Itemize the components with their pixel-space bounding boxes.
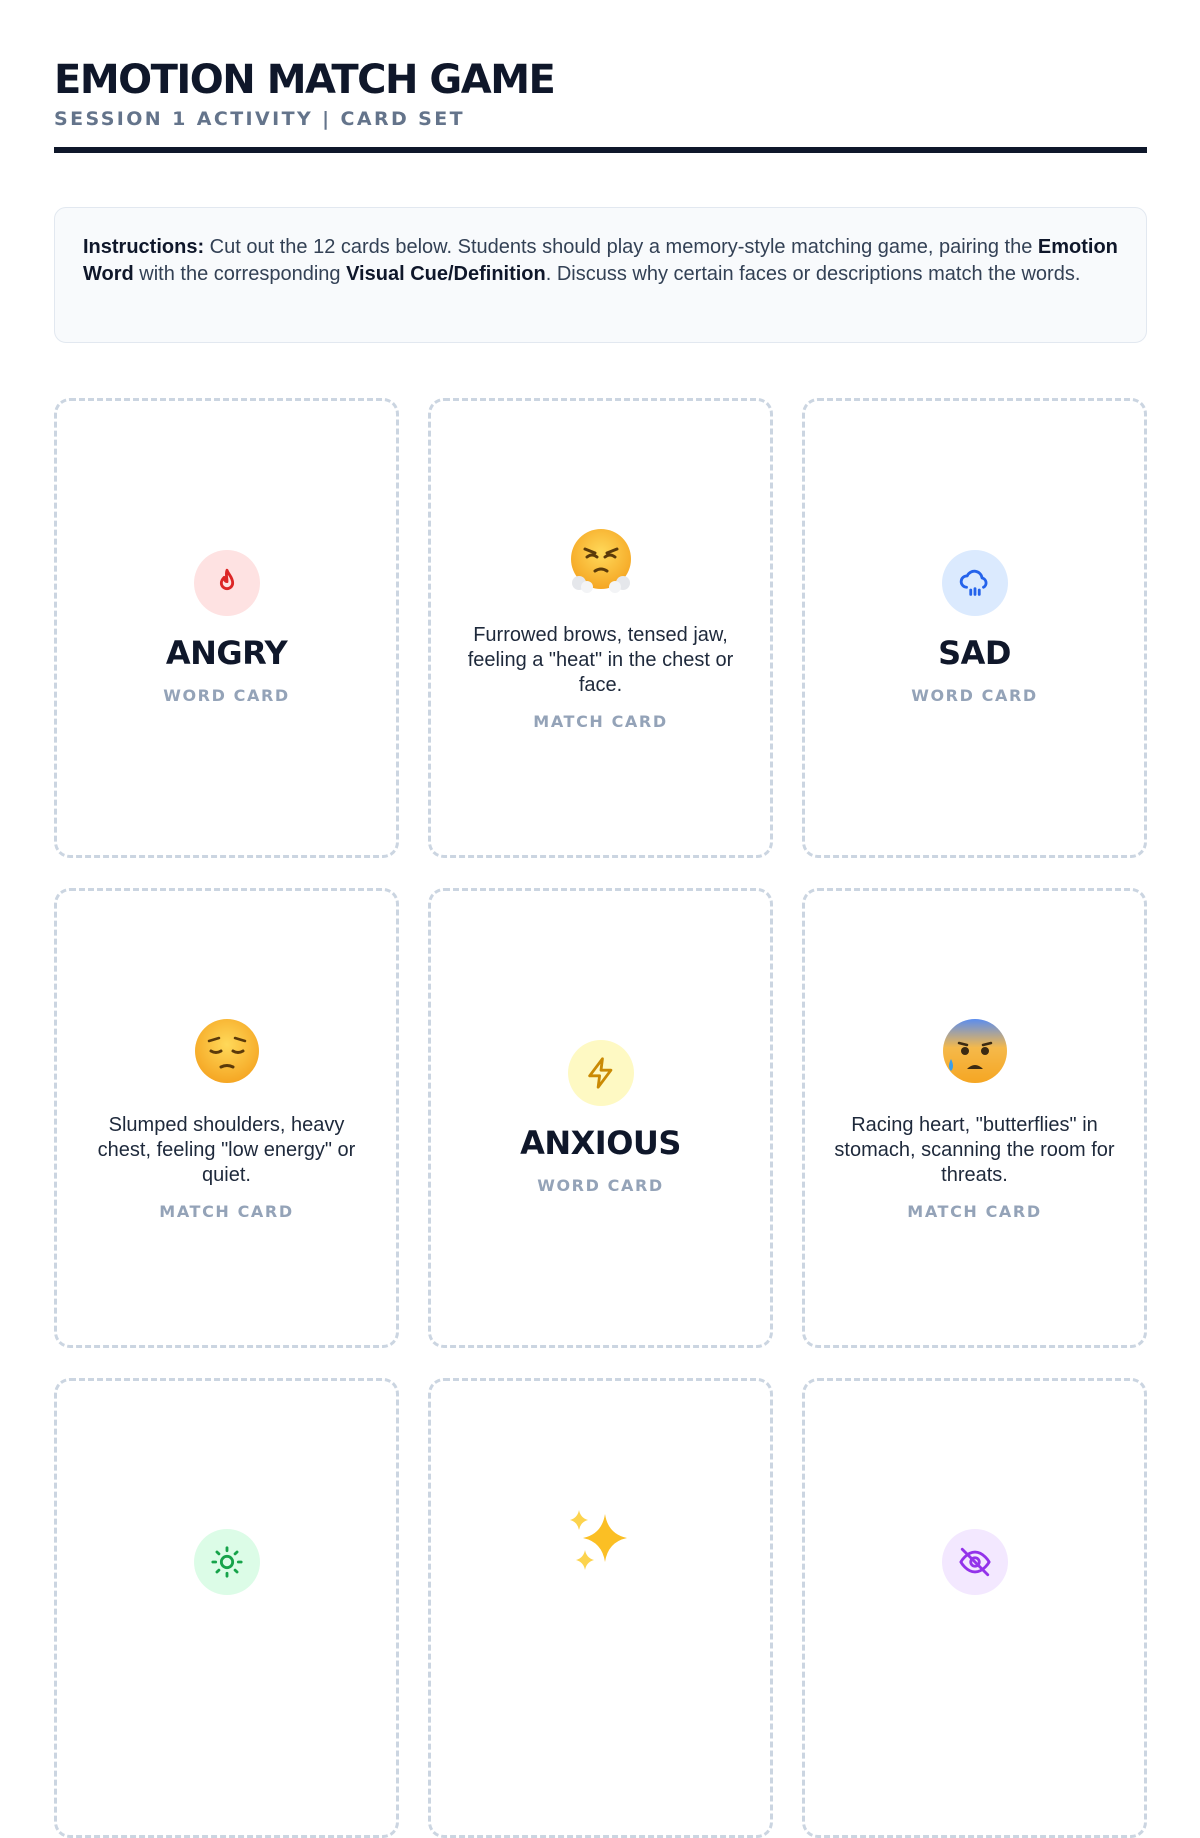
page-subtitle: SESSION 1 ACTIVITY | CARD SET (54, 108, 465, 130)
instructions-lead: Instructions: (83, 236, 205, 258)
word-card (54, 1378, 399, 1838)
emotion-word: SAD (938, 634, 1011, 672)
word-card (428, 888, 773, 1348)
instructions-term-visual-cue: Visual Cue/Definition (346, 263, 546, 285)
pensive-face-emoji (191, 1015, 263, 1087)
word-card (802, 398, 1147, 858)
instructions-box (54, 207, 1147, 343)
card-content (57, 1381, 396, 1835)
card-content (805, 891, 1144, 1345)
cloud-rain-icon (942, 550, 1008, 616)
huffing-face-emoji (565, 525, 637, 597)
sparkles-emoji (565, 1506, 637, 1578)
card-content (431, 401, 770, 855)
card-content (57, 401, 396, 855)
card-content (805, 401, 1144, 855)
match-card (428, 1378, 773, 1838)
card-type-label: WORD CARD (163, 686, 290, 705)
card-type-label: WORD CARD (911, 686, 1038, 705)
match-card (54, 888, 399, 1348)
word-card (54, 398, 399, 858)
emotion-word: ANGRY (165, 634, 288, 672)
instructions-text-2: with the corresponding (133, 263, 347, 285)
flame-icon (194, 550, 260, 616)
card-content (805, 1381, 1144, 1835)
match-card (802, 888, 1147, 1348)
match-description: Furrowed brows, tensed jaw, feeling a "heat" in the chest or face. (467, 623, 734, 696)
match-description: Slumped shoulders, heavy chest, feeling "low energy" or quiet. (97, 1113, 356, 1186)
lightning-icon (568, 1040, 634, 1106)
card-content (431, 891, 770, 1345)
card-type-label: WORD CARD (537, 1176, 664, 1195)
word-card (802, 1378, 1147, 1838)
emotion-word: ANXIOUS (520, 1124, 681, 1162)
instructions-text-3: . Discuss why certain faces or descriptions match the words. (545, 263, 1081, 285)
card-content (57, 891, 396, 1345)
card-content (431, 1381, 770, 1835)
eye-off-icon (942, 1529, 1008, 1595)
match-description: Racing heart, "butterflies" in stomach, scanning the room for threats. (834, 1113, 1115, 1186)
page-title: EMOTION MATCH GAME (54, 57, 555, 103)
header-divider (54, 147, 1147, 153)
card-type-label: MATCH CARD (533, 711, 668, 731)
instructions-text-1: Cut out the 12 cards below. Students should play a memory-style matching game, pairing the (204, 236, 1038, 258)
match-card (428, 398, 773, 858)
instructions-term-emotion-word: Emotion Word (83, 236, 1118, 285)
card-type-label: MATCH CARD (159, 1201, 294, 1221)
card-type-label: MATCH CARD (907, 1201, 1042, 1221)
sun-icon (194, 1529, 260, 1595)
anxious-sweat-face-emoji (939, 1015, 1011, 1087)
